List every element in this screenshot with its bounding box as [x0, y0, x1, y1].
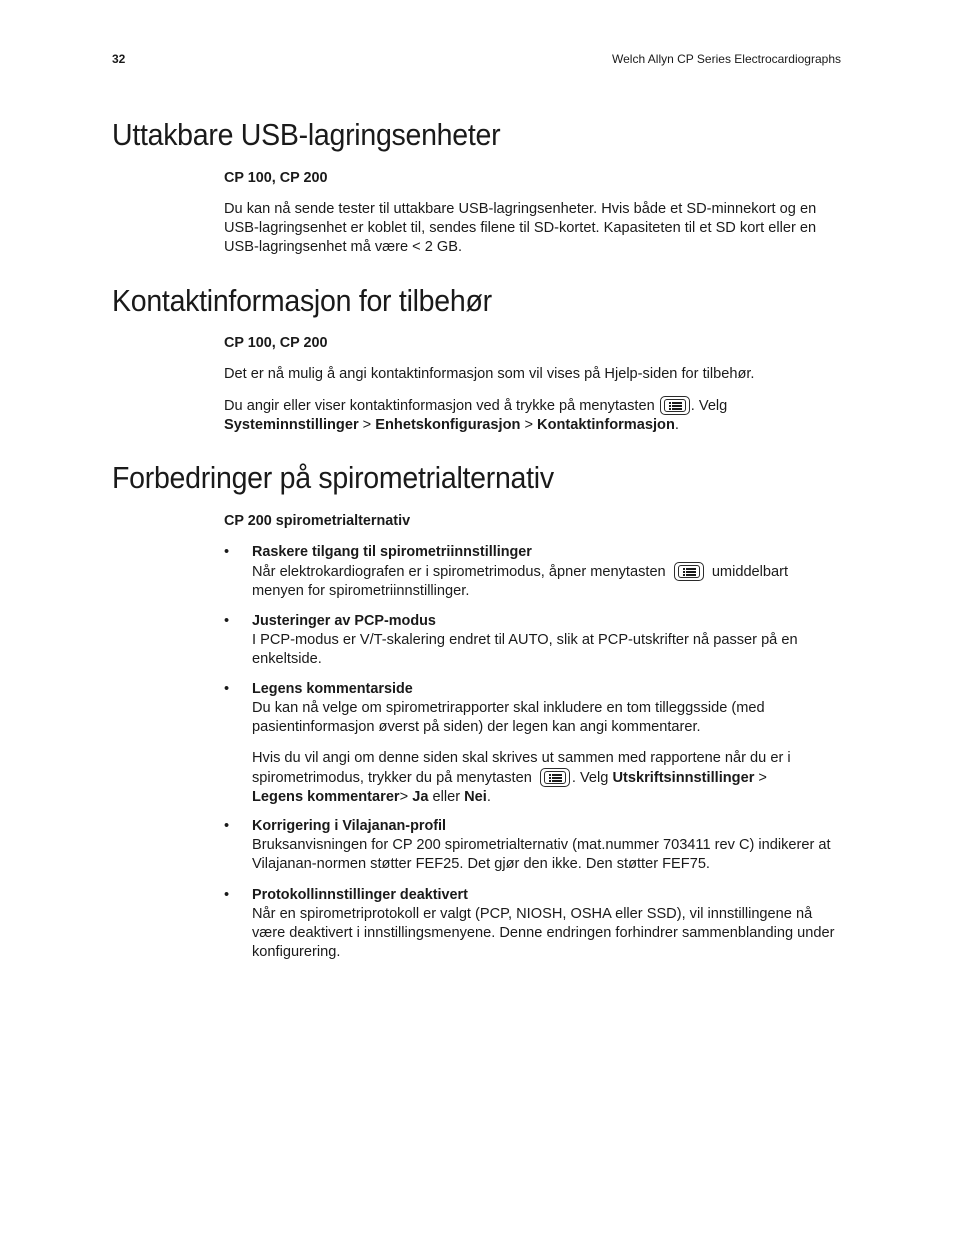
bullet-text-part: Når elektrokardiografen er i spirometrimodus, åpner menytasten — [252, 564, 666, 580]
nav-instruction — [224, 396, 844, 435]
bullet-item — [224, 612, 844, 669]
conjunction: eller — [428, 789, 465, 805]
separator: > — [358, 417, 376, 433]
menu-path-step: Kontaktinformasjon — [537, 417, 675, 433]
section-heading-spirometry: Forbedringer på spirometrialternativ — [112, 460, 554, 495]
section-spirometry-models — [224, 512, 844, 531]
model-label: CP 100, CP 200 — [224, 335, 328, 351]
section-heading-usb: Uttakbare USB-lagringsenheter — [112, 117, 501, 152]
bullet-item — [224, 680, 844, 807]
punctuation: . — [674, 417, 679, 433]
bullet-title: Raskere tilgang til spirometriinnstillinger — [252, 544, 532, 560]
bullet-text: Når en spirometriprotokoll er valgt (PCP, NIOSH, OSHA eller SSD), vil innstillingene nå være deaktivert i innstillingsmenyene. Denne endringen forhindrer sammenblanding under konfigurering. — [252, 906, 835, 960]
bullet-text-part: Hvis du vil angi om denne siden skal skrives ut sammen med rapportene når du er i spirometrimodus, trykker du på menytasten — [252, 750, 791, 786]
model-label: CP 100, CP 200 — [224, 170, 328, 186]
bullet-extra-text — [252, 749, 844, 807]
bullet-text-part: . Velg — [571, 770, 609, 786]
menu-path-step: Nei — [464, 789, 487, 805]
separator: > — [754, 770, 772, 786]
section-contact-body — [224, 334, 844, 435]
bullet-item — [224, 886, 844, 962]
bullet-item — [224, 817, 844, 874]
punctuation: . — [486, 789, 491, 805]
bullet-icon: • — [224, 887, 230, 903]
bullet-title: Korrigering i Vilajanan-profil — [252, 818, 447, 834]
paragraph: Det er nå mulig å angi kontaktinformasjon som vil vises på Hjelp-siden for tilbehør. — [224, 366, 755, 382]
paragraph: Du kan nå sende tester til uttakbare USB-lagringsenheter. Hvis både et SD-minnekort og en USB-lagringsenhet er koblet til, sendes filene til SD-kortet. Kapasiteten til et SD kort eller en USB-lagringsenhet må være < 2 GB. — [224, 201, 817, 255]
page-number: 32 — [112, 52, 126, 66]
bullet-text-part: umiddelbart menyen for spirometriinnstillinger. — [252, 564, 789, 599]
bullet-text: Du kan nå velge om spirometrirapporter skal inkludere en tom tilleggsside (med pasientinformasjon øverst på siden) der legen kan angi kommentarer. — [252, 700, 765, 735]
document-title: Welch Allyn CP Series Electrocardiographs — [612, 52, 841, 66]
bullet-icon: • — [224, 613, 230, 629]
bullet-text — [252, 562, 844, 601]
menu-path-step: Enhetskonfigurasjon — [375, 417, 521, 433]
bullet-text: Bruksanvisningen for CP 200 spirometrialternativ (mat.nummer 703411 rev C) indikerer at Vilajanan-normen støtter FEF25. Det gjør den ikke. Den støtter FEF75. — [252, 837, 831, 872]
bullet-title: Protokollinnstillinger deaktivert — [252, 887, 468, 903]
bullet-title: Legens kommentarside — [252, 681, 413, 697]
running-head — [112, 52, 841, 70]
menu-path-step: Legens kommentarer — [252, 789, 400, 805]
menu-path-step: Utskriftsinnstillinger — [612, 770, 755, 786]
menu-key-icon — [660, 396, 690, 415]
section-heading-contact: Kontaktinformasjon for tilbehør — [112, 283, 492, 318]
separator: > — [399, 789, 413, 805]
menu-key-icon — [540, 768, 570, 787]
menu-key-icon — [674, 562, 704, 581]
bullet-icon: • — [224, 544, 230, 560]
instruction-text: Du angir eller viser kontaktinformasjon ved å trykke på menytasten — [224, 398, 655, 414]
model-label: CP 200 spirometrialternativ — [224, 513, 411, 529]
separator: > — [520, 417, 538, 433]
menu-path-step: Ja — [412, 789, 429, 805]
bullet-icon: • — [224, 818, 230, 834]
instruction-text: . Velg — [690, 398, 728, 414]
bullet-icon: • — [224, 681, 230, 697]
bullet-title: Justeringer av PCP-modus — [252, 613, 436, 629]
section-usb-body — [224, 169, 844, 257]
bullet-text: I PCP-modus er V/T-skalering endret til AUTO, slik at PCP-utskrifter nå passer på en enkeltside. — [252, 632, 798, 667]
menu-path-step: Systeminnstillinger — [224, 417, 359, 433]
bullet-item — [224, 543, 844, 601]
